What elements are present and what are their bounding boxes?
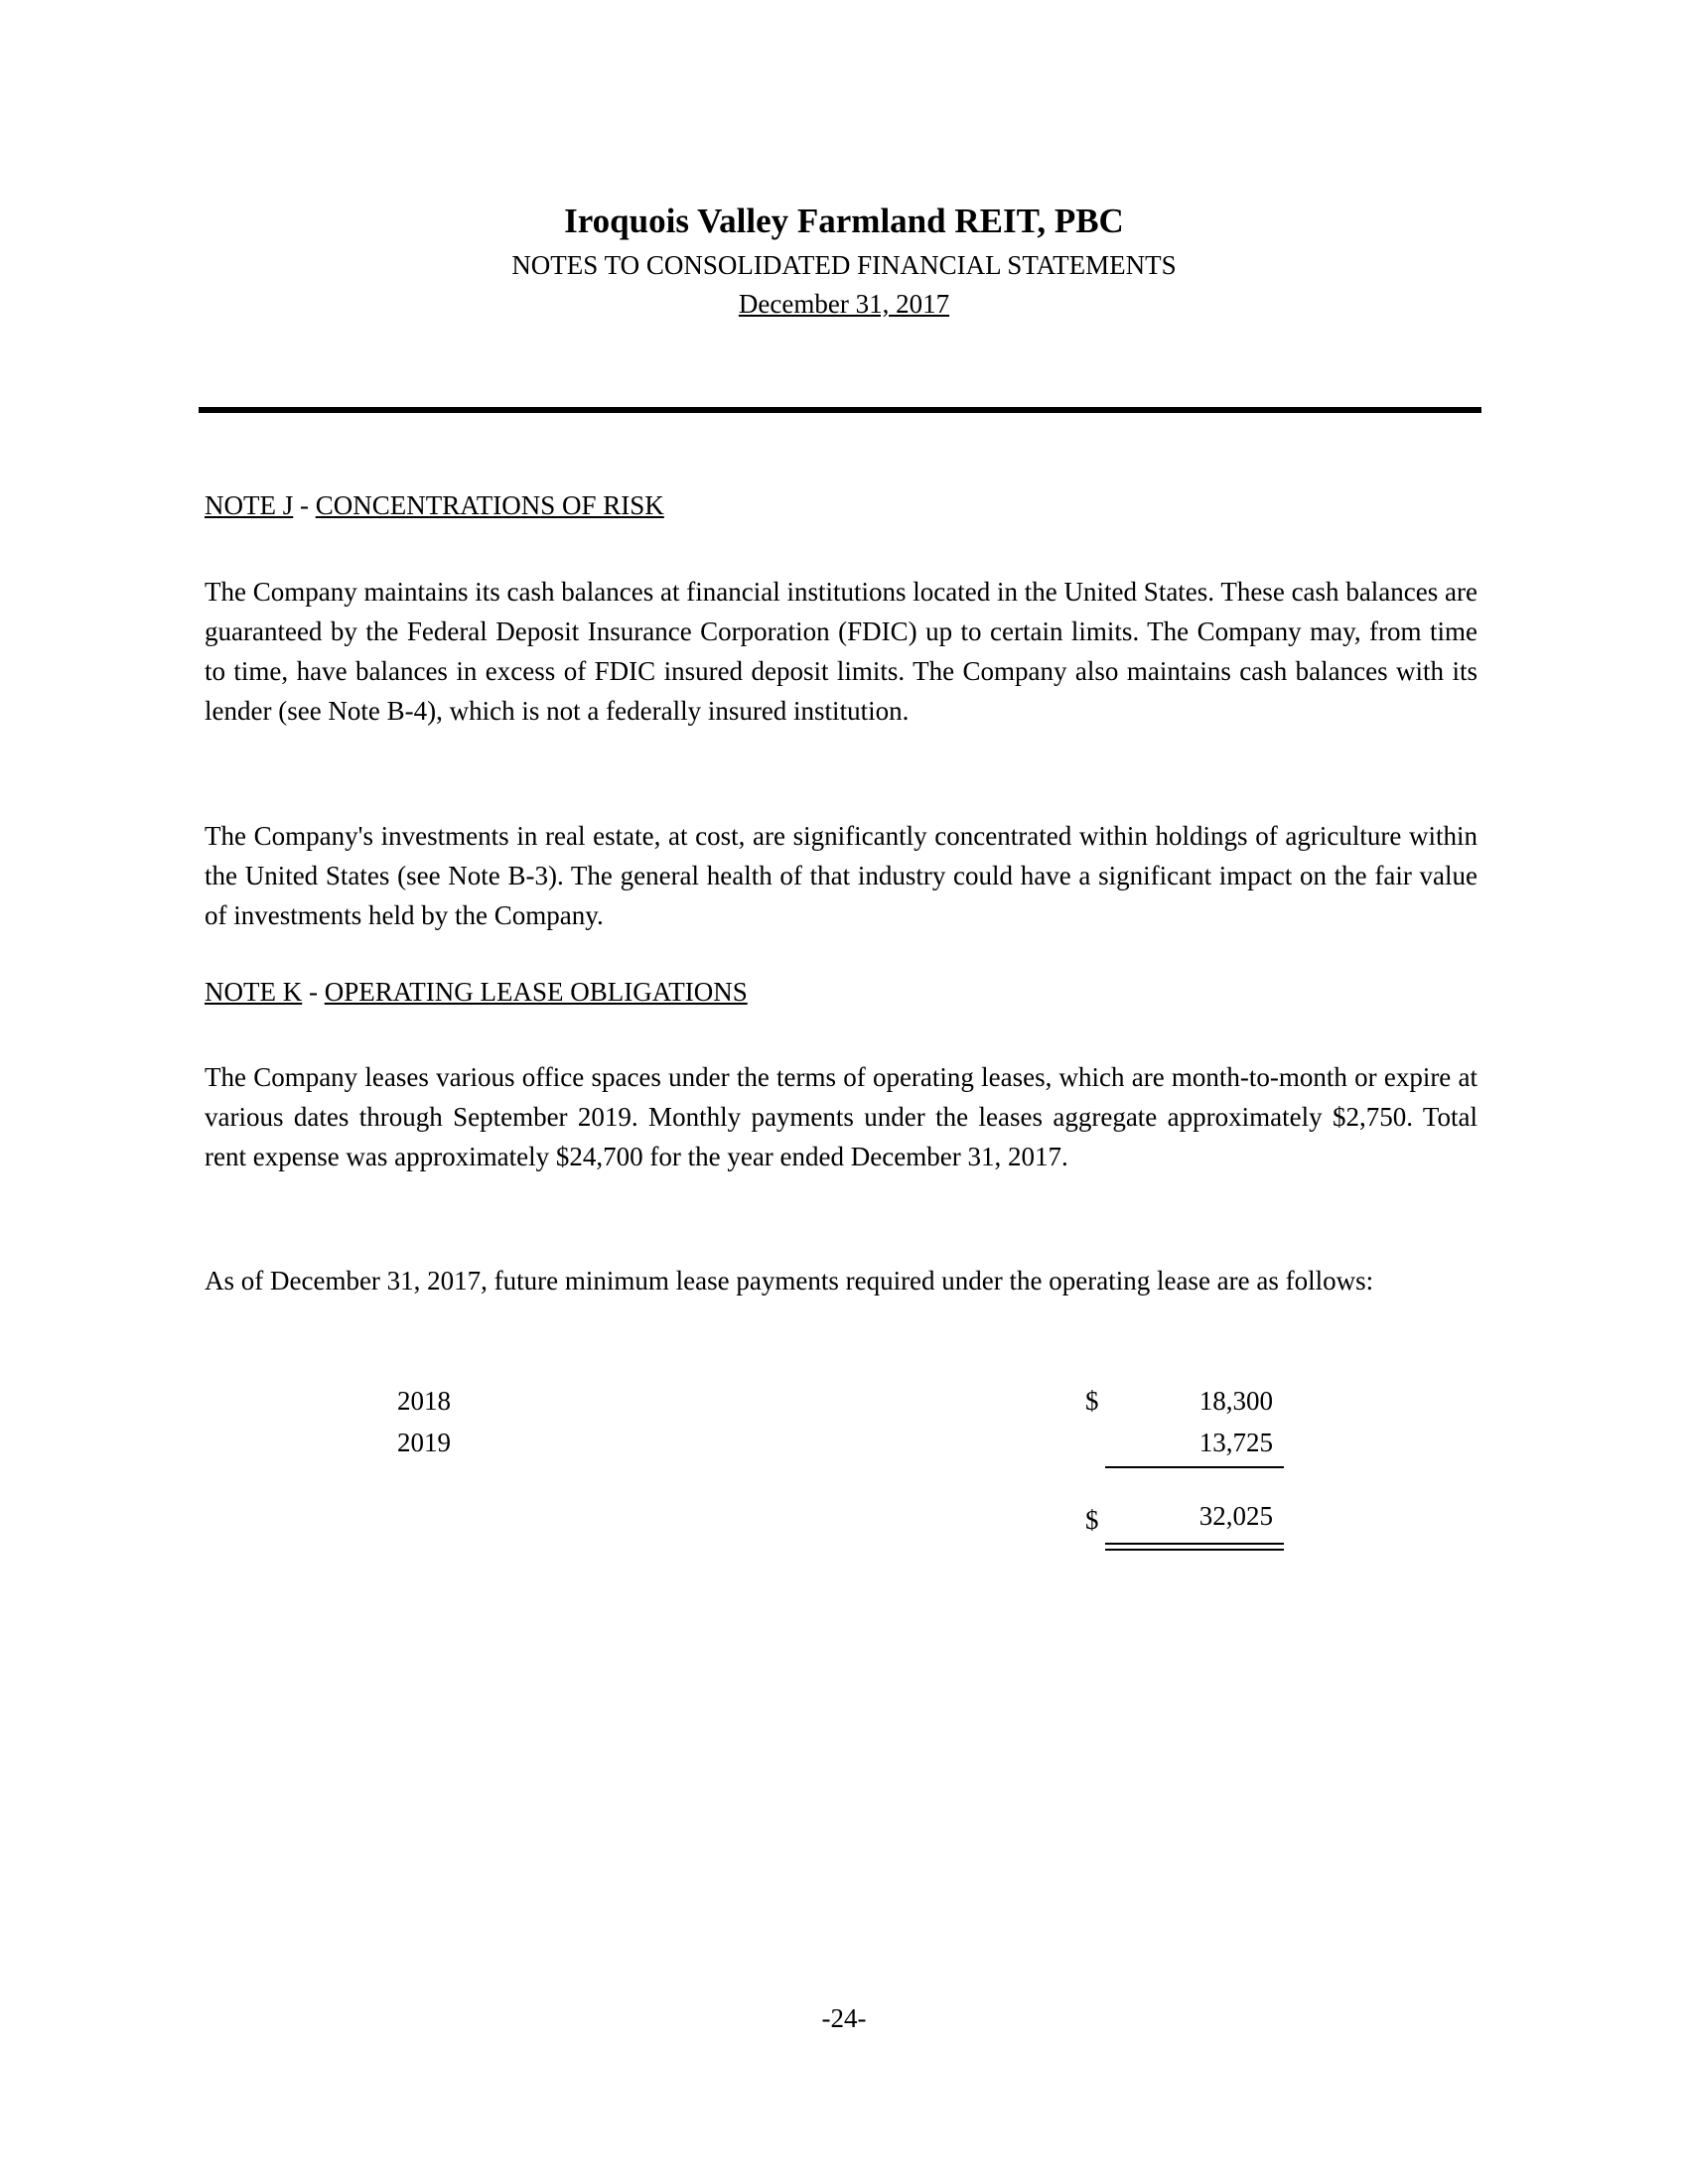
header-divider (199, 407, 1481, 413)
note-k-paragraph-2: As of December 31, 2017, future minimum lease payments required under the operating lease are as follows: (205, 1266, 1374, 1296)
note-k-paragraph-1: The Company leases various office spaces under the terms of operating leases, which are month-to-month or expire at various dates through September 2019. Monthly payments under the leases aggregate approximately $2,750. Total rent expense was approximately $24,700 for the year ended December 31, 2017. (205, 1062, 1477, 1171)
page-number: -24- (821, 2003, 867, 2033)
note-j-heading (205, 490, 664, 521)
statement-date: December 31, 2017 (738, 289, 950, 319)
note-k-separator: - (302, 977, 325, 1007)
total-currency: $ (1085, 1505, 1099, 1535)
company-name: Iroquois Valley Farmland REIT, PBC (564, 202, 1124, 240)
note-j-paragraph-2: The Company's investments in real estate, at cost, are significantly concentrated within holdings of agriculture within the United States (see Note B-3). The general health of that industry could have a significant impact on the fair value of investments held by the Company. (205, 821, 1477, 930)
note-k-title: OPERATING LEASE OBLIGATIONS (324, 977, 748, 1007)
note-k-label: NOTE K (205, 977, 303, 1007)
statement-subtitle: NOTES TO CONSOLIDATED FINANCIAL STATEMENTS (511, 250, 1177, 280)
table-row-amount: 13,725 (1198, 1428, 1273, 1457)
table-row-year: 2019 (397, 1428, 451, 1457)
table-row-year: 2018 (397, 1386, 451, 1416)
note-k-heading (205, 977, 748, 1008)
note-j-label: NOTE J (205, 490, 294, 520)
total-amount: 32,025 (1198, 1501, 1273, 1531)
note-j-title: CONCENTRATIONS OF RISK (315, 490, 664, 520)
note-j-paragraph-1: The Company maintains its cash balances at financial institutions located in the United States. These cash balances are guaranteed by the Federal Deposit Insurance Corporation (FDIC) up to certain limits. The Company may, from time to time, have balances in excess of FDIC insured deposit limits. The Company also maintains cash balances with its lender (see Note B-4), which is not a federally insured institution. (205, 577, 1477, 726)
table-row-currency: $ (1085, 1386, 1099, 1416)
subtotal-underline (1105, 1466, 1284, 1468)
note-j-separator: - (293, 490, 316, 520)
total-double-underline-bottom (1105, 1549, 1284, 1551)
total-double-underline-top (1105, 1543, 1284, 1545)
table-row-amount: 18,300 (1198, 1386, 1273, 1416)
